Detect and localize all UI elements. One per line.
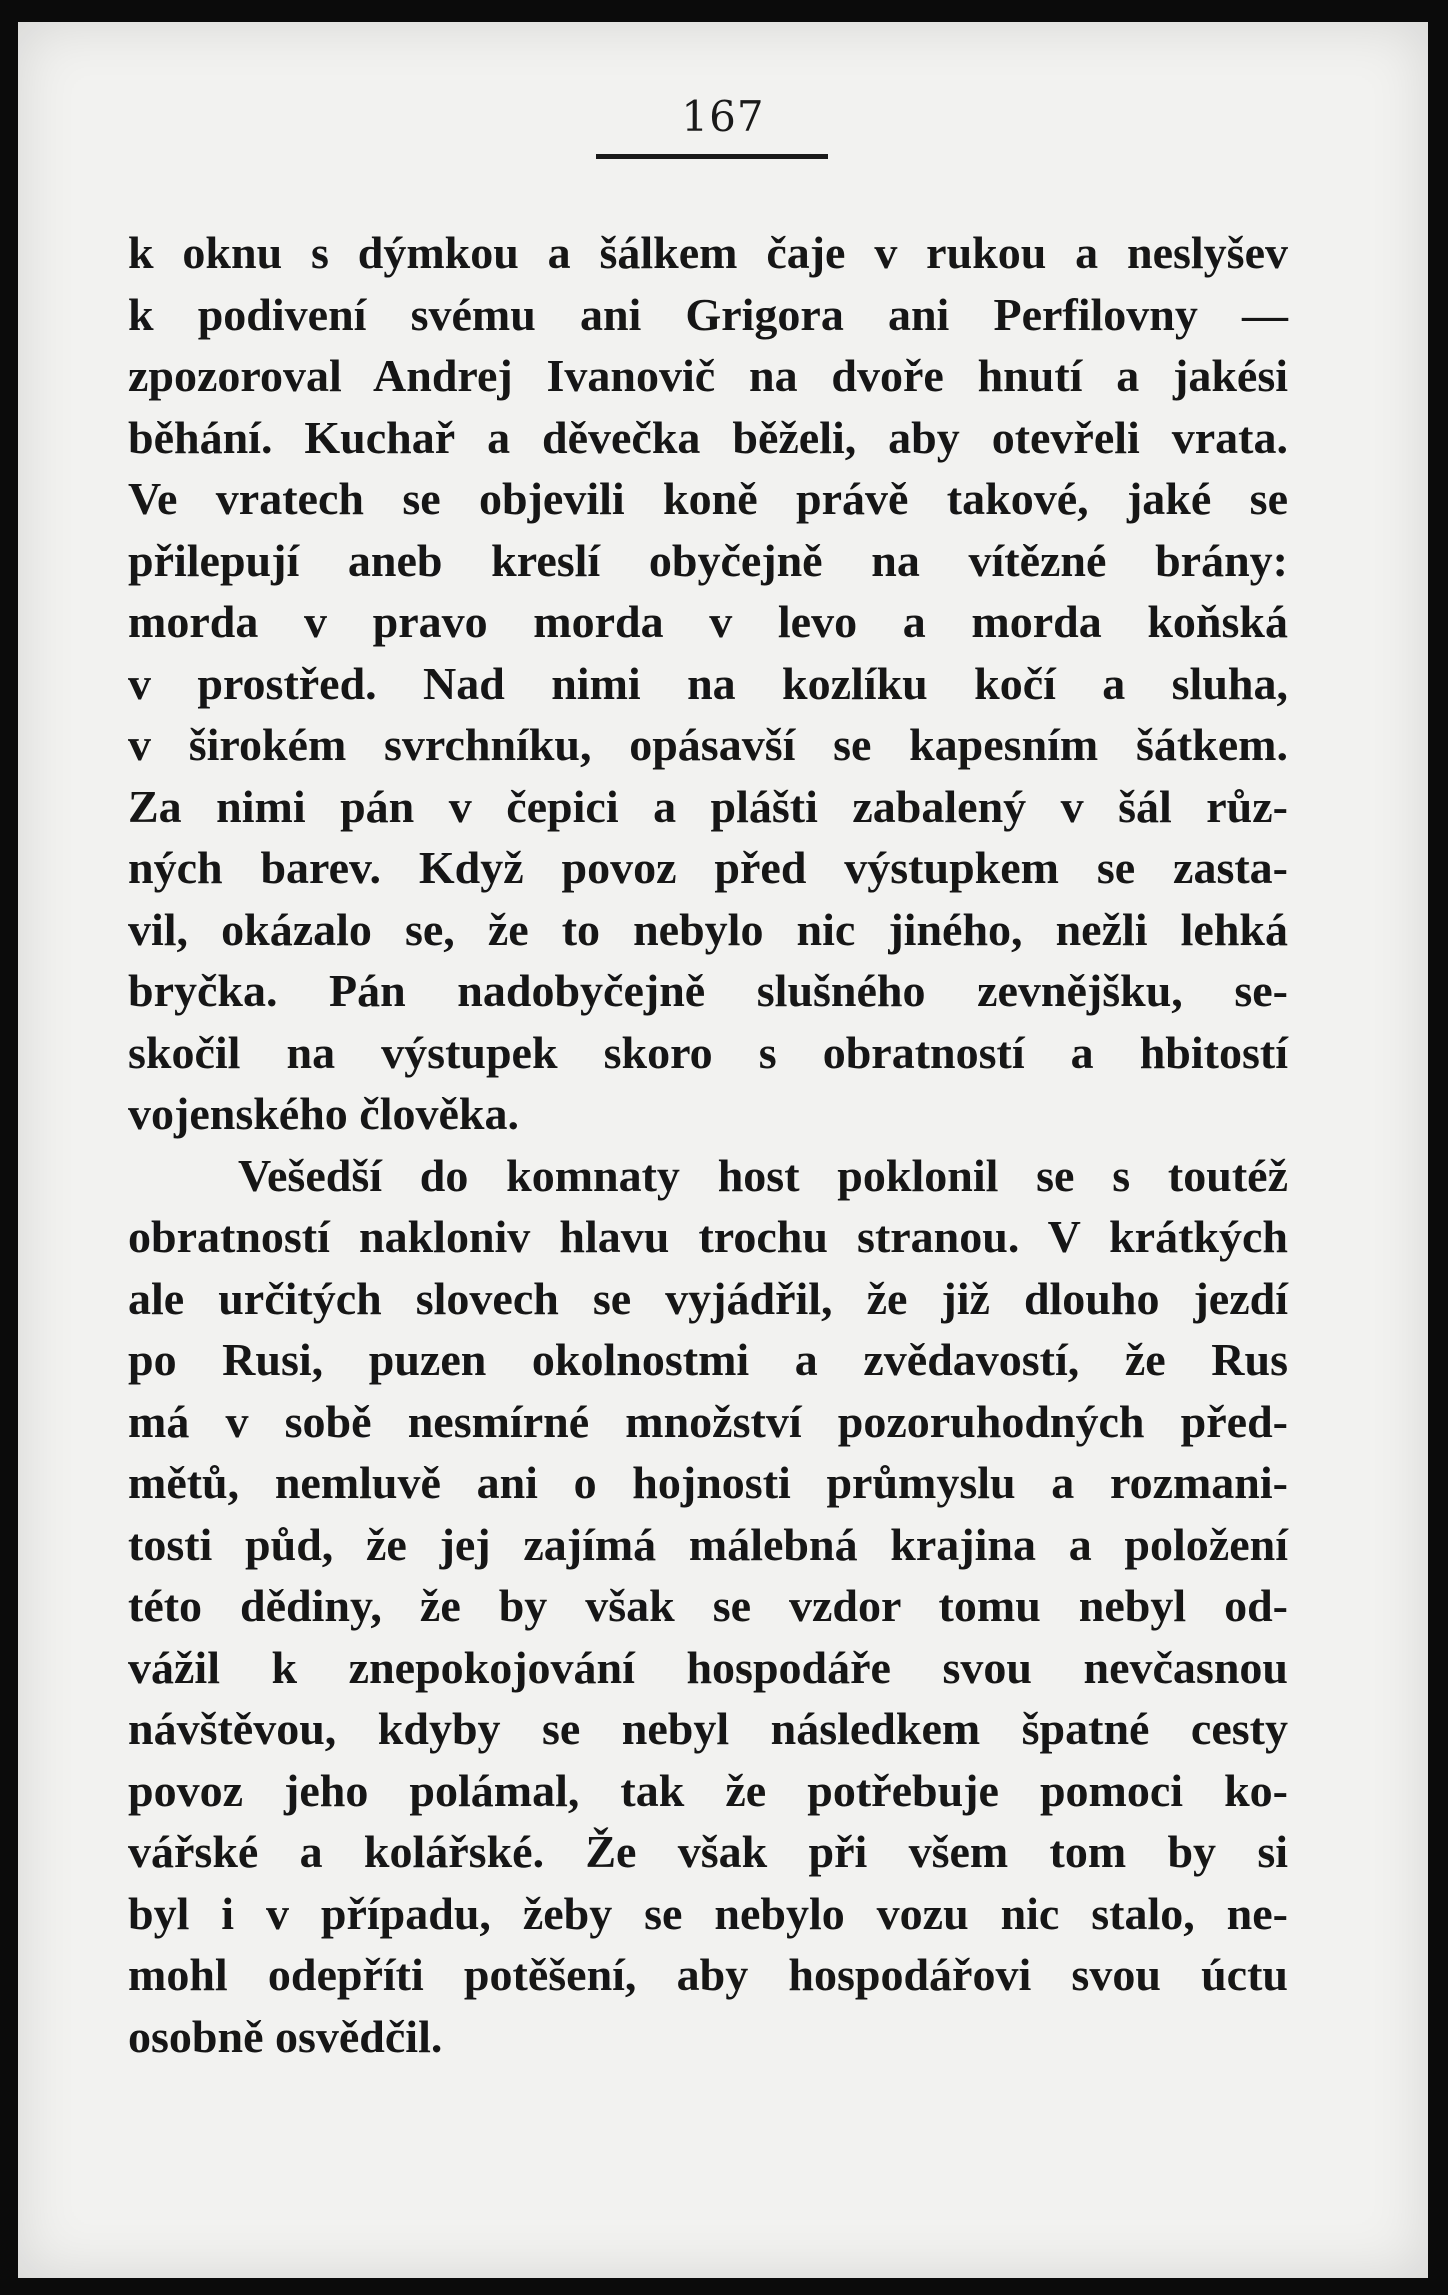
body-text xyxy=(128,222,1288,2067)
text-line: vojenského člověka. xyxy=(128,1088,519,1139)
text-line: Za nimi pán v čepici a plášti zabalený v šál růz- xyxy=(128,780,1288,832)
text-line: přilepují aneb kreslí obyčejně na vítězné brány: xyxy=(128,534,1288,586)
text-line: mětů, nemluvě ani o hojnosti průmyslu a rozmani- xyxy=(128,1457,1288,1508)
text-line: návštěvou, kdyby se nebyl následkem špatné cesty xyxy=(128,1703,1288,1754)
page-number-rule xyxy=(596,154,828,159)
text-line: ale určitých slovech se vyjádřil, že již dlouho jezdí xyxy=(128,1272,1288,1324)
text-line: po Rusi, puzen okolnostmi a zvědavostí, že Rus xyxy=(128,1334,1288,1385)
text-line: Vešedší do komnaty host poklonil se s toutéž xyxy=(238,1149,1288,1201)
text-line: běhání. Kuchař a děvečka běželi, aby otevřeli vrata. xyxy=(128,411,1288,463)
text-line: osobně osvědčil. xyxy=(128,2010,443,2062)
text-line: byl i v případu, žeby se nebylo vozu nic stalo, ne- xyxy=(128,1887,1288,1939)
text-line: v prostřed. Nad nimi na kozlíku kočí a sluha, xyxy=(128,657,1288,709)
text-line: Ve vratech se objevili koně právě takové, jaké se xyxy=(128,473,1288,524)
text-line: morda v pravo morda v levo a morda koňská xyxy=(128,596,1288,647)
text-line: ných barev. Když povoz před výstupkem se zasta- xyxy=(128,842,1288,893)
text-line: vil, okázalo se, že to nebylo nic jiného, nežli lehká xyxy=(128,903,1288,955)
text-line: zpozoroval Andrej Ivanovič na dvoře hnutí a jakési xyxy=(128,350,1288,401)
text-line: k podivení svému ani Grigora ani Perfilovny — xyxy=(128,288,1288,340)
text-line: mohl odepříti potěšení, aby hospodářovi svou úctu xyxy=(128,1949,1288,2000)
text-line: této dědiny, že by však se vzdor tomu nebyl od- xyxy=(128,1580,1288,1631)
book-page xyxy=(18,22,1428,2278)
page-number: 167 xyxy=(681,92,765,141)
text-line: v širokém svrchníku, opásavší se kapesním šátkem. xyxy=(128,719,1288,770)
text-line: skočil na výstupek skoro s obratností a hbitostí xyxy=(128,1026,1288,1078)
text-line: povoz jeho polámal, tak že potřebuje pomoci ko- xyxy=(128,1764,1288,1816)
text-line: tosti půd, že jej zajímá málebná krajina a položení xyxy=(128,1518,1288,1570)
text-line: má v sobě nesmírné množství pozoruhodných před- xyxy=(128,1395,1288,1447)
text-line: k oknu s dýmkou a šálkem čaje v rukou a neslyšev xyxy=(128,227,1288,278)
text-line: vářské a kolářské. Že však při všem tom by si xyxy=(128,1826,1288,1877)
text-line: vážil k znepokojování hospodáře svou nevčasnou xyxy=(128,1641,1288,1693)
text-line: obratností nakloniv hlavu trochu stranou. V krátkých xyxy=(128,1211,1288,1262)
text-line: bryčka. Pán nadobyčejně slušného zevnějšku, se- xyxy=(128,965,1288,1016)
